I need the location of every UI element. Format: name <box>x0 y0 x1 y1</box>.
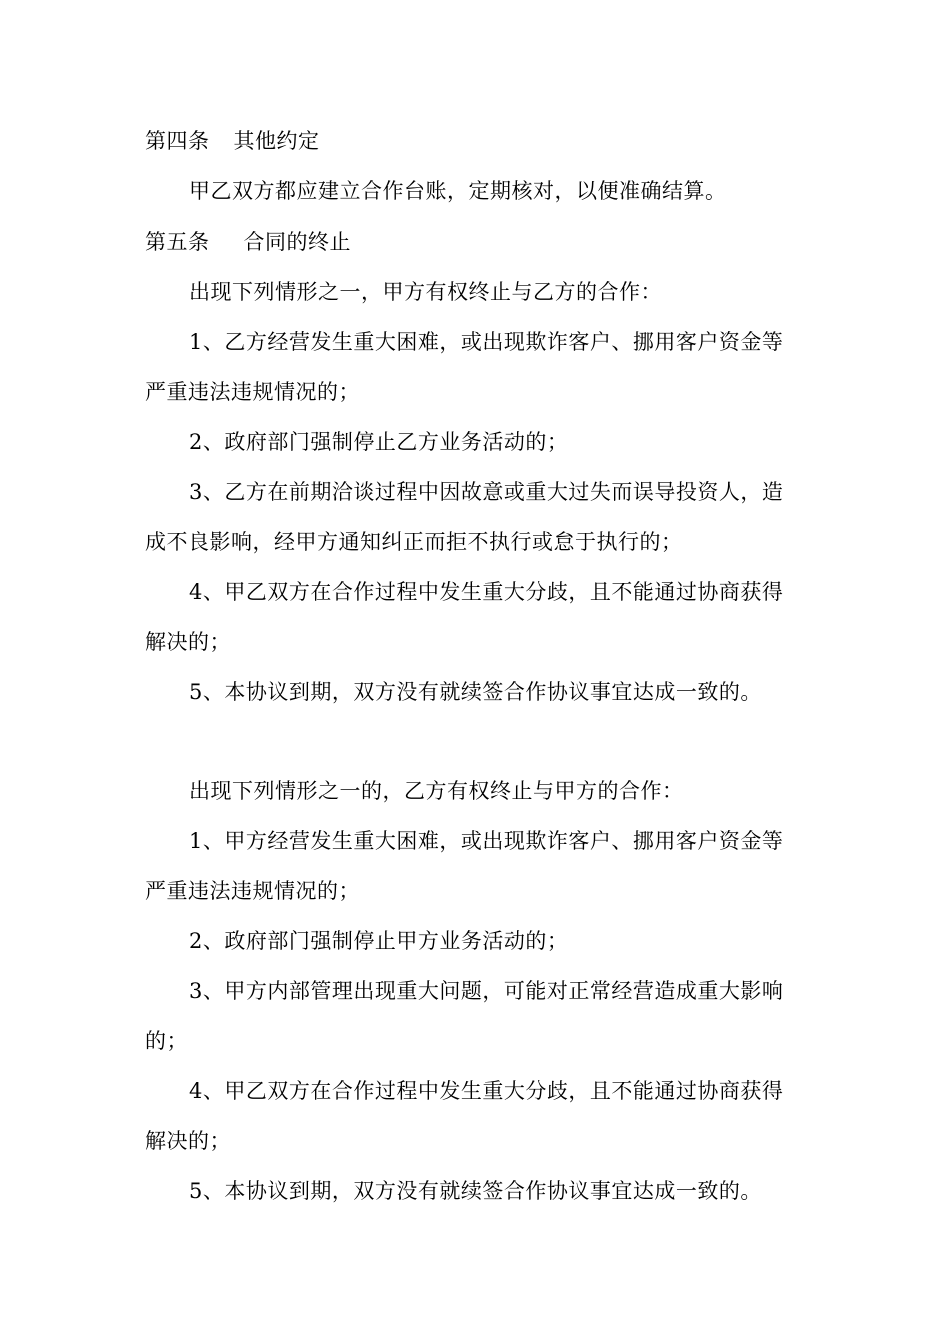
party-b-item-4-line-2: 解决的； <box>145 1129 231 1153</box>
party-b-item-1-line-2: 严重违法违规情况的； <box>145 879 360 903</box>
party-b-item-3-line-2: 的； <box>145 1029 188 1053</box>
party-a-item-4-line-2: 解决的； <box>145 630 231 654</box>
party-b-item-5: 5、本协议到期，双方没有就续签合作协议事宜达成一致的。 <box>189 1179 762 1203</box>
party-a-item-4-line-1: 4、甲乙双方在合作过程中发生重大分歧，且不能通过协商获得 <box>189 580 784 604</box>
party-b-item-2: 2、政府部门强制停止甲方业务活动的； <box>189 929 569 953</box>
section-4-title: 其他约定 <box>233 129 320 153</box>
party-a-item-5: 5、本协议到期，双方没有就续签合作协议事宜达成一致的。 <box>189 680 762 704</box>
party-a-item-1-line-1: 1、乙方经营发生重大困难，或出现欺诈客户、挪用客户资金等 <box>189 330 784 354</box>
party-a-item-3-line-1: 3、乙方在前期洽谈过程中因故意或重大过失而误导投资人，造 <box>189 480 784 504</box>
party-b-termination-intro: 出现下列情形之一的，乙方有权终止与甲方的合作： <box>189 779 684 803</box>
section-4-heading <box>145 126 825 156</box>
party-b-item-4-line-1: 4、甲乙双方在合作过程中发生重大分歧，且不能通过协商获得 <box>189 1079 784 1103</box>
party-b-item-1-line-1: 1、甲方经营发生重大困难，或出现欺诈客户、挪用客户资金等 <box>189 829 784 853</box>
section-5-title: 合同的终止 <box>243 230 351 254</box>
section-4-number: 第四条 <box>145 129 210 153</box>
party-b-item-3-line-1: 3、甲方内部管理出现重大问题，可能对正常经营造成重大影响 <box>189 979 784 1003</box>
party-a-item-3-line-2: 成不良影响，经甲方通知纠正而拒不执行或怠于执行的； <box>145 530 683 554</box>
party-a-item-2: 2、政府部门强制停止乙方业务活动的； <box>189 430 569 454</box>
party-a-termination-intro: 出现下列情形之一，甲方有权终止与乙方的合作： <box>189 280 662 304</box>
section-4-paragraph: 甲乙双方都应建立合作台账，定期核对，以便准确结算。 <box>189 179 727 203</box>
section-5-number: 第五条 <box>145 230 210 254</box>
section-5-heading <box>145 227 825 257</box>
party-a-item-1-line-2: 严重违法违规情况的； <box>145 380 360 404</box>
